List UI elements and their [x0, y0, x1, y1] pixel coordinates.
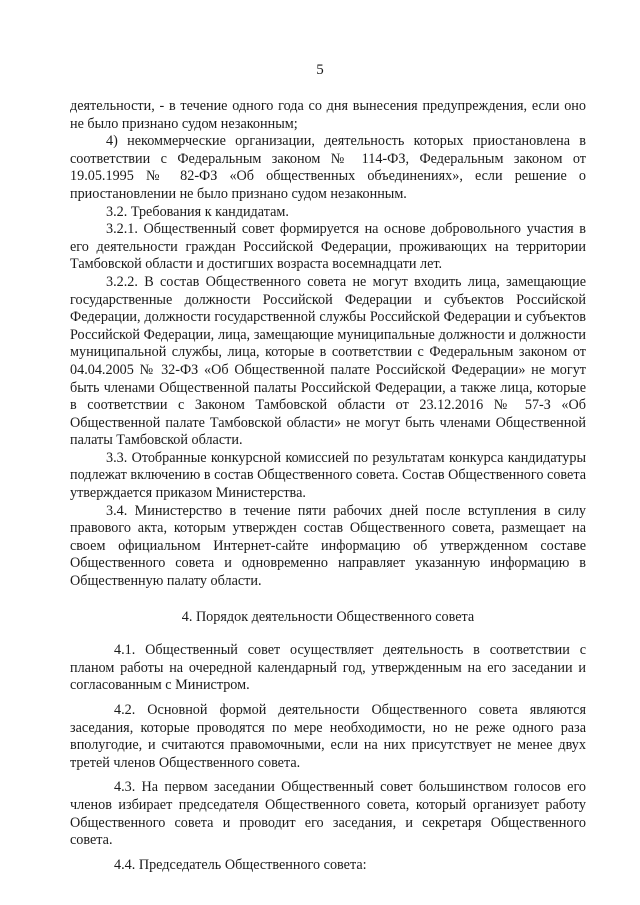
paragraph-4-1: 4.1. Общественный совет осуществляет деятельность в соответствии с планом работы на очередной календарный год, утвержденным на его заседании и согласованным с Министром.	[70, 642, 586, 694]
paragraph-4-3: 4.3. На первом заседании Общественный совет большинством голосов его членов избирает председателя Общественного совета, который организует работу Общественного совета и проводит его заседания, и секретаря Общественного совета.	[70, 779, 586, 849]
paragraph-item-4: 4) некоммерческие организации, деятельность которых приостановлена в соответствии с Федеральным законом № 114-ФЗ, Федеральным законом от 19.05.1995 № 82-ФЗ «Об общественных объединениях», если решение о приостановлении не было признано судом незаконным.	[70, 133, 586, 202]
document-body	[70, 98, 586, 874]
paragraph-3-2: 3.2. Требования к кандидатам.	[106, 203, 289, 220]
page-number: 5	[316, 62, 324, 78]
paragraph-continuation: деятельности, - в течение одного года со дня вынесения предупреждения, если оно не было признано судом незаконным;	[70, 98, 586, 132]
paragraph-3-2-2: 3.2.2. В состав Общественного совета не могут входить лица, замещающие государственные должности Российской Федерации и субъектов Российской Федерации, должности государственной службы Российской Федерации и субъектов Российской Федерации, лица, замещающие муниципальные должности и должности муниципальной службы, лица, которые в соответствии с Федеральным законом от 04.04.2005 № 32-ФЗ «Об Общественной палате Российской Федерации» не могут быть членами Общественной палаты Российской Федерации, а также лица, которые в соответствии с Законом Тамбовской области от 23.12.2016 № 57-З «Об Общественной палате Тамбовской области» не могут быть членами Общественной палаты Тамбовской области.	[70, 273, 586, 449]
paragraph-3-2-1: 3.2.1. Общественный совет формируется на основе добровольного участия в его деятельности граждан Российской Федерации, проживающих на территории Тамбовской области и достигших возраста восемнадцати лет.	[70, 221, 586, 273]
paragraph-4-4: 4.4. Председатель Общественного совета:	[114, 856, 367, 873]
paragraph-3-3: 3.3. Отобранные конкурсной комиссией по результатам конкурса кандидатуры подлежат включению в состав Общественного совета. Состав Общественного совета утверждается приказом Министерства.	[70, 449, 586, 502]
section-heading: 4. Порядок деятельности Общественного совета	[181, 608, 475, 625]
paragraph-4-2: 4.2. Основной формой деятельности Общественного совета являются заседания, которые проводятся по мере необходимости, но не реже одного раза вполугодие, и считаются правомочными, если на них присутствует не менее двух третей членов Общественного совета.	[70, 702, 586, 771]
paragraph-3-4: 3.4. Министерство в течение пяти рабочих дней после вступления в силу правового акта, которым утвержден состав Общественного совета, размещает на своем официальном Интернет-сайте информацию об утвержденном составе Общественного совета и одновременно направляет указанную информацию в Общественную палату области.	[70, 502, 586, 590]
